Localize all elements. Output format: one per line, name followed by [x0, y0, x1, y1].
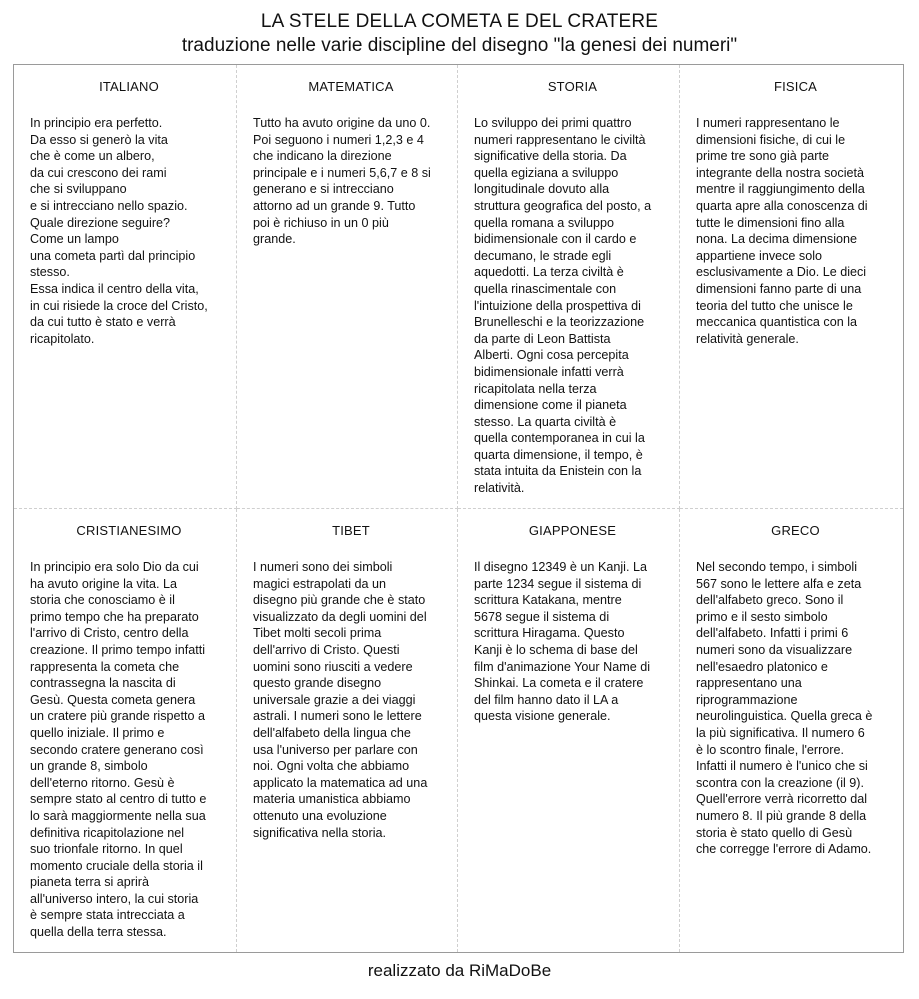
section-giapponese	[458, 509, 680, 952]
section-matematica	[237, 65, 458, 509]
section-heading: GRECO	[771, 523, 820, 538]
section-text: Il disegno 12349 è un Kanji. La parte 1234 segue il sistema di scrittura Katakana, mentre 5678 segue il sistema di scrittura Hiragama. Questo Kanji è lo schema di base del film d'animazione Your Name di Shinkai. La cometa e il cratere del film hanno dato il LA a questa visione generale.	[474, 560, 651, 724]
section-text: Lo sviluppo dei primi quattro numeri rappresentano le civiltà significative della storia. Da quella egiziana a sviluppo longitudinale dovuto alla struttura geografica del posto, a quella romana a sviluppo bidimensionale con il cardo e decumano, le strade egli aquedotti. La terza civiltà è quella rinascimentale con l'intuizione della prospettiva di Brunelleschi e la teorizzazione da parte di Leon Battista Alberti. Ogni cosa percepita bidimensionale infatti verrà ricapitolata nella terza dimensione come il pianeta stesso. La quarta civiltà è quella contemporanea in cui la quarta dimensione, il tempo, è stata intuita da Enistein con la relatività.	[474, 116, 652, 496]
section-heading: STORIA	[547, 79, 598, 94]
disciplines-grid	[13, 64, 904, 953]
section-italiano	[14, 65, 237, 509]
section-heading: FISICA	[773, 79, 818, 94]
section-text: Nel secondo tempo, i simboli 567 sono le lettere alfa e zeta dell'alfabeto greco. Sono il primo e il sesto simbolo dell'alfabeto. Infatti i primi 6 numeri sono da visualizzare nell'esaedro platonico e rappresentano una riprogrammazione neurolinguistica. Quella greca è la più significativa. Il numero 6 è lo scontro finale, l'errore. Infatti il numero è l'unico che si scontra con la creazione (il 9). Quell'errore verrà ricorretto dal numero 8. Il più grande 8 della storia è stato quello di Gesù che corregge l'errore di Adamo.	[696, 560, 873, 857]
page-header	[0, 10, 919, 58]
credit-footer: realizzato da RiMaDoBe	[367, 961, 552, 980]
section-storia	[458, 65, 680, 509]
page-subtitle: traduzione nelle varie discipline del disegno "la genesi dei numeri"	[181, 35, 738, 56]
section-text: In principio era solo Dio da cui ha avuto origine la vita. La storia che conosciamo è il primo tempo che ha preparato l'arrivo di Cristo, centro della creazione. Il primo tempo infatti rappresenta la cometa che contrassegna la nascita di Gesù. Questa cometa genera un cratere più grande rispetto a quello iniziale. Il primo e secondo cratere generano così un grande 8, simbolo dell'eterno ritorno. Gesù è sempre stato al centro di tutto e lo sarà maggiormente nella sua definitiva ricapitolazione nel suo trionfale ritorno. In quel momento cruciale della storia il pianeta terra si aprirà all'universo intero, la cui storia è sempre stata intrecciata a quella della terra stessa.	[30, 560, 207, 940]
section-fisica	[680, 65, 903, 509]
section-heading: ITALIANO	[99, 79, 159, 94]
page-title: LA STELE DELLA COMETA E DEL CRATERE	[260, 11, 659, 32]
section-heading: GIAPPONESE	[528, 523, 617, 538]
section-text: I numeri rappresentano le dimensioni fisiche, di cui le prime tre sono già parte integrante della nostra società mentre il raggiungimento della quarta apre alla conoscenza di tutte le dimensioni fino alla nona. La decima dimensione appartiene invece solo esclusivamente a Dio. Le dieci dimensioni fanno parte di una teoria del tutto che unisce le meccanica quantistica con la relatività generale.	[696, 116, 868, 346]
section-text: Tutto ha avuto origine da uno 0. Poi seguono i numeri 1,2,3 e 4 che indicano la direzione principale e i numeri 5,6,7 e 8 si generano e si intrecciano attorno ad un grande 9. Tutto poi è richiuso in un 0 più grande.	[253, 116, 431, 247]
section-heading: MATEMATICA	[308, 79, 394, 94]
section-heading: CRISTIANESIMO	[76, 523, 182, 538]
section-tibet	[237, 509, 458, 952]
section-text: I numeri sono dei simboli magici estrapolati da un disegno più grande che è stato visualizzato da degli uomini del Tibet molti secoli prima dell'arrivo di Cristo. Questi uomini sono riusciti a vedere questo grande disegno universale grazie a dei viaggi astrali. I numeri sono le lettere dell'alfabeto della lingua che usa l'universo per parlare con noi. Ogni volta che abbiamo applicato la matematica ad una materia umanistica abbiamo ottenuto una evoluzione significativa nella storia.	[253, 560, 428, 840]
section-cristianesimo	[14, 509, 237, 952]
section-text: In principio era perfetto. Da esso si generò la vita che è come un albero, da cui crescono dei rami che si sviluppano e si intrecciano nello spazio. Quale direzione seguire? Come un lampo una cometa partì dal principio stesso. Essa indica il centro della vita, in cui risiede la croce del Cristo, da cui tutto è stato e verrà ricapitolato.	[30, 116, 208, 346]
section-heading: TIBET	[332, 523, 370, 538]
section-greco	[680, 509, 903, 952]
